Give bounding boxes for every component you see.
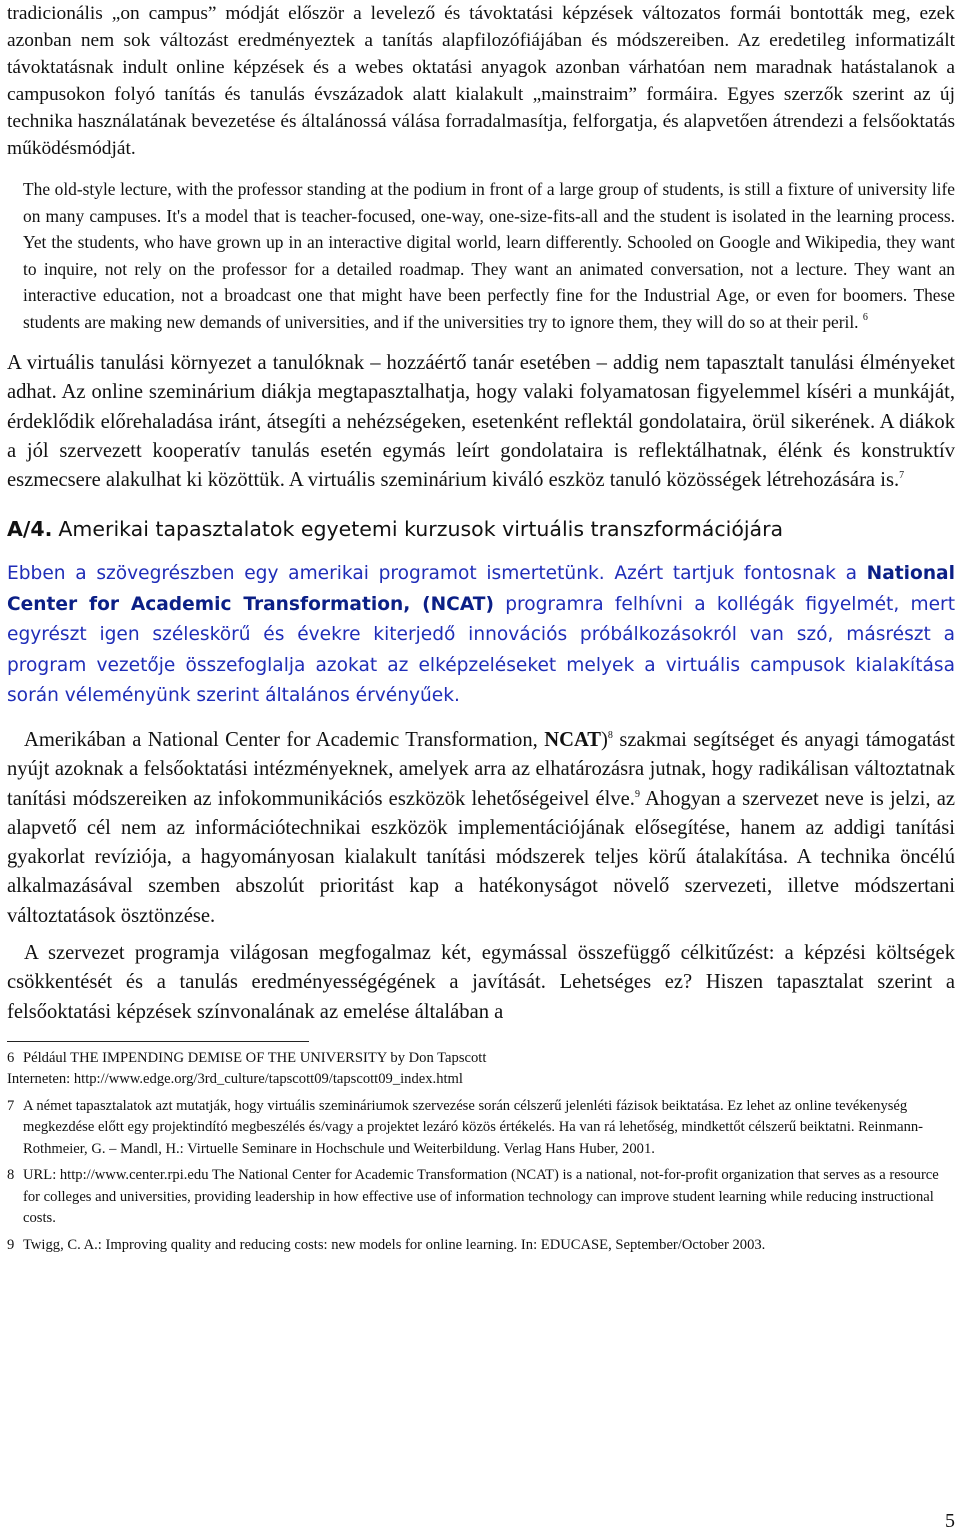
footnote-text: Interneten: http://www.edge.org/3rd_culture/tapscott09/tapscott09_index.html bbox=[7, 1071, 463, 1088]
footnote-ref-9: 9 bbox=[634, 788, 640, 800]
ncat-abbrev: NCAT bbox=[544, 728, 602, 751]
footnote-text: Twigg, C. A.: Improving quality and reducing costs: new models for online learning. In: EDUCASE, September/October 2003. bbox=[23, 1236, 766, 1253]
footnote-number: 7 bbox=[7, 1097, 15, 1114]
section-heading bbox=[7, 513, 955, 545]
footnote-item bbox=[7, 1165, 955, 1230]
footnote-ref-8: 8 bbox=[607, 729, 613, 741]
footnote-number: 9 bbox=[7, 1236, 15, 1253]
ncat-text-e: Ahogyan a szervezet neve is jelzi, az alapvető cél nem az információtechnikai eszközök implementációjának elősegítése, hanem az addigi tanítási gyakorlat revíziója, a hagyományosan kialakult tanítási módszerek teljes körű átalakítása. A technika öncélú alkalmazásával szemben abszolút prioritást kap a hatékonyságot növelő szervezeti, illetve módszertani változtatások ösztönzése. bbox=[7, 787, 956, 927]
quote-text: The old-style lecture, with the professor standing at the podium in front of a large group of students, is still a fixture of university life on many campuses. It's a model that is teacher-focused, one-way, one-size-fits-all and the student is isolated in the learning process. Yet the students, who have grown up in an interactive digital world, learn differently. Schooled on Google and Wikipedia, they want to inquire, not rely on the professor for a detailed roadmap. They want an animated conversation, not a lecture. They want an interactive education, not a broadcast one that might have been perfectly fine for the Industrial Age, or even for boomers. These students are making new demands of universities, and if the universities try to ignore them, they will do so at their peril. bbox=[23, 179, 955, 332]
footnotes bbox=[7, 1048, 955, 1257]
ncat-name: National Center for Academic Transformation, (NCAT) bbox=[7, 563, 955, 615]
ncat-paragraph bbox=[7, 726, 955, 931]
page-number: 5 bbox=[945, 1510, 955, 1532]
ncat-text-a: Amerikában a National Center for Academic Transformation, bbox=[24, 728, 538, 751]
english-quote bbox=[23, 176, 955, 335]
blue-text-c: programra felhívni a kollégák figyelmét, mert egyrészt igen széleskörű és évekre kiterjedő innovációs próbálkozásokról van szó, másrészt a program vezetője összefoglalja azokat az elképzeléseket melyek a virtuális campusok kialakítása során véleményünk szerint általános érvényűek. bbox=[7, 593, 955, 707]
blue-text-a: Ebben a szövegrészben egy amerikai programot ismertetünk. Azért tartjuk fontosnak a bbox=[7, 563, 857, 585]
footnote-text: A német tapasztalatok azt mutatják, hogy virtuális szemináriumok szervezése során célszerű jelenléti fázisok beiktatása. Ez lehet az online tevékenység megkezdése előtt egy projektindító megbeszélés és/vagy a projektet lezáró közös értékelés. Ha van rá lehetőség, mindkettőt célszerű beiktatni. Reinmann-Rothmeier, G. – Mandl, H.: Virtuelle Seminare in Hochschule und Weiterbildung. Verlag Hans Huber, 2001. bbox=[23, 1097, 924, 1157]
footnote-number: 8 bbox=[7, 1167, 15, 1184]
paragraph-text: A virtuális tanulási környezet a tanulóknak – hozzáértő tanár esetében – addig nem tapasztalt tanulási élményeket adhat. Az online szeminárium diákja megtapasztalhatja, hogy valaki folyamatosan figyelemmel kíséri a munkáját, érdeklődik előrehaladása iránt, átsegíti a nehézségeken, esetenként reflektál gondolataira, örül sikerének. A diákok a jól szervezett kooperatív tanulás esetén egymás leírt gondolataira is reflektálhatnak, élénk és konstruktív eszmecsere alakulhat ki közöttük. A virtuális szeminárium kiváló eszköz tanuló közösségek létrehozására is. bbox=[7, 352, 955, 492]
footnote-ref-7: 7 bbox=[899, 470, 905, 482]
footnote-item bbox=[7, 1069, 955, 1091]
document-page bbox=[7, 0, 955, 1256]
footnote-text: URL: http://www.center.rpi.edu The National Center for Academic Transformation (NCAT) is a national, not-for-profit organization that serves as a resource for colleges and universities, providing leadership in how effective use of information technology can improve student learning while reducing instructional costs. bbox=[23, 1167, 939, 1227]
section-number: A/4. bbox=[7, 517, 53, 542]
footnote-item bbox=[7, 1235, 955, 1257]
footnote-number: 6 bbox=[7, 1049, 15, 1066]
virtual-learning-paragraph bbox=[7, 349, 955, 495]
footnote-text: Például THE IMPENDING DEMISE OF THE UNIVERSITY by Don Tapscott bbox=[23, 1049, 487, 1066]
ncat-text-d: szakmai segítséget és anyagi támogatást nyújt azoknak a felsőoktatási intézményeknek, amelyek arra az elhatározásra jutnak, hogy radikálisan változtatnak tanítási módszereiken az infokommunikációs eszközök lehetőségeivel élve. bbox=[7, 728, 955, 810]
section-title: Amerikai tapasztalatok egyetemi kurzusok virtuális transzformációjára bbox=[58, 517, 784, 542]
intro-paragraph: tradicionális „on campus” módját először a levelező és távoktatási képzések változatos formái bontották meg, ezek azonban nem sok változást eredményeztek a tanítás alapfilozófiájában és módszereiben. Az eredetileg informatizált távoktatásnak indult online képzések és a webes oktatási anyagok azonban várhatóan nem maradnak hatástalanok a campusokon folyó tanítás és tanulás évszázadok alatt kialakult „mainstraim” formáira. Egyes szerzők szerint az új technika használatának bevezetése és általánossá válása forradalmasítja, felforgatja, és alapvetően átrendezi a felsőoktatás működésmódját. bbox=[7, 3, 955, 159]
footnote-item bbox=[7, 1096, 955, 1161]
footnote-item bbox=[7, 1048, 955, 1070]
footnote-ref-6: 6 bbox=[862, 311, 868, 323]
footnote-divider bbox=[7, 1041, 309, 1042]
highlighted-intro bbox=[7, 559, 955, 712]
ncat-paren: ) bbox=[601, 728, 608, 751]
program-goals-paragraph: A szervezet programja világosan megfogalmaz két, egymással összefüggő célkitűzést: a képzési költségek csökkentését és a tanulás eredményességégének a javítását. Lehetséges ez? Hiszen tapasztalat szerint a felsőoktatási képzések színvonalának az emelése általában a bbox=[7, 942, 955, 1023]
